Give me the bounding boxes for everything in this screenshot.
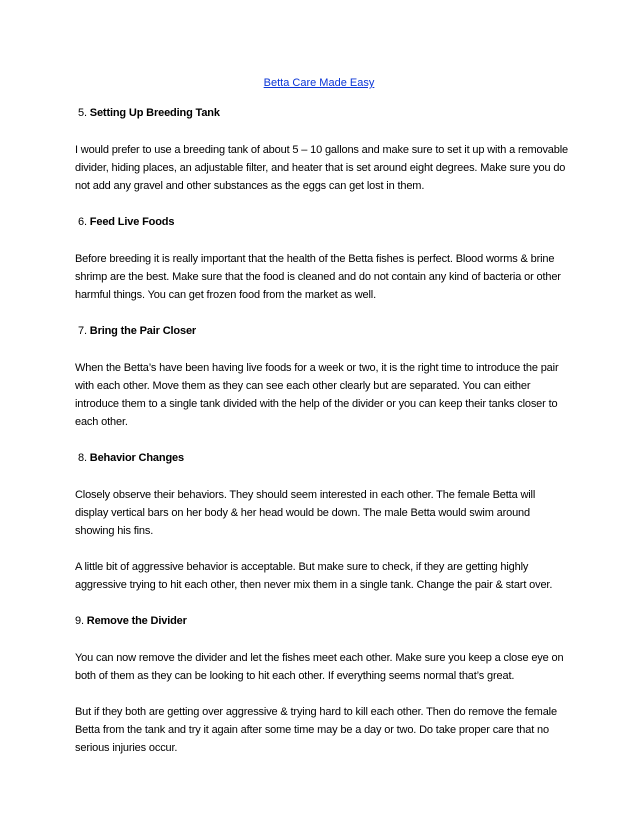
section-number: 9. (75, 615, 84, 627)
page-title-container (0, 75, 638, 91)
section-number: 5. (78, 107, 87, 119)
section-heading-7 (75, 322, 570, 340)
section-heading-text: Feed Live Foods (89, 216, 175, 228)
section-8-paragraph-1: Closely observe their behaviors. They should seem interested in each other. The female Betta will display vertical bars on her body & her head would be down. The male Betta would swim around showing his fins. (75, 489, 536, 537)
document-body (75, 104, 570, 775)
section-7-paragraph-1: When the Betta’s have been having live foods for a week or two, it is the right time to introduce the pair with each other. Move them as they can see each other clearly but are separated. You can either introduce them to a single tank divided with the help of the divider or you can keep their tanks closer to each other. (75, 362, 559, 428)
section-number: 8. (78, 452, 87, 464)
section-9-paragraph-1: You can now remove the divider and let the fishes meet each other. Make sure you keep a close eye on both of them as they can be looking to hit each other. If everything seems normal that’s great. (75, 652, 564, 682)
section-9-paragraph-2: But if they both are getting over aggressive & trying hard to kill each other. Then do remove the female Betta from the tank and try it again after some time may be a day or two. Do take proper care that no serious injuries occur. (75, 706, 557, 754)
section-heading-6 (75, 213, 570, 231)
section-heading-8 (75, 449, 570, 467)
section-heading-text: Behavior Changes (89, 452, 184, 464)
section-heading-text: Setting Up Breeding Tank (89, 107, 220, 119)
section-6-paragraph-1: Before breeding it is really important that the health of the Betta fishes is perfect. Blood worms & brine shrimp are the best. Make sure that the food is cleaned and do not contain any kind of bacteria or other harmful things. You can get frozen food from the market as well. (75, 253, 561, 301)
section-heading-9 (75, 612, 570, 630)
section-number: 7. (78, 325, 87, 337)
section-heading-5 (75, 104, 570, 122)
section-heading-text: Bring the Pair Closer (89, 325, 197, 337)
section-heading-text: Remove the Divider (86, 615, 187, 627)
page-title-link[interactable]: Betta Care Made Easy (263, 77, 375, 89)
section-number: 6. (78, 216, 87, 228)
section-5-paragraph-1: I would prefer to use a breeding tank of about 5 – 10 gallons and make sure to set it up with a removable divider, hiding places, an adjustable filter, and heater that is set around eight degrees. Make sure you do not add any gravel and other substances as the eggs can get lost in them. (75, 144, 569, 192)
section-8-paragraph-2: A little bit of aggressive behavior is acceptable. But make sure to check, if they are getting highly aggressive trying to hit each other, then never mix them in a single tank. Change the pair & start over. (75, 561, 553, 591)
